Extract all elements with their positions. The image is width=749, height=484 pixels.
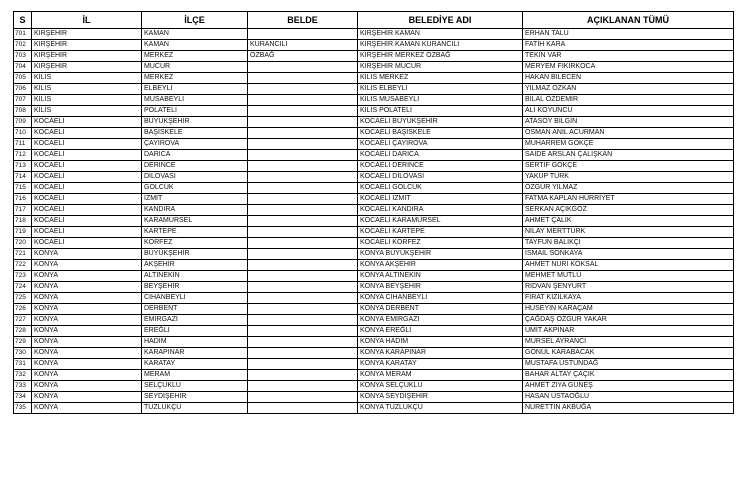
row-number: 723 <box>14 271 32 282</box>
cell-ilce: ALTINEKİN <box>142 271 248 282</box>
cell-il: KONYA <box>32 315 142 326</box>
cell-aday: FATİH KARA <box>523 40 734 51</box>
cell-il: KONYA <box>32 249 142 260</box>
table-row <box>14 183 734 194</box>
cell-aday: SERKAN AÇIKGÖZ <box>523 205 734 216</box>
row-number: 716 <box>14 194 32 205</box>
cell-belediye: KOCAELİ DARICA <box>358 150 523 161</box>
cell-il: KONYA <box>32 326 142 337</box>
row-number: 725 <box>14 293 32 304</box>
cell-il: KOCAELİ <box>32 161 142 172</box>
cell-belediye: KİLİS MERKEZ <box>358 73 523 84</box>
row-number: 714 <box>14 172 32 183</box>
row-number: 705 <box>14 73 32 84</box>
cell-aday: MUSTAFA ÜSTÜNDAĞ <box>523 359 734 370</box>
cell-belediye: KIRŞEHİR KAMAN <box>358 29 523 40</box>
cell-ilce: KAMAN <box>142 40 248 51</box>
cell-aday: MEHMET MUTLU <box>523 271 734 282</box>
cell-belde <box>248 117 358 128</box>
cell-aday: NURETTİN AKBUĞA <box>523 403 734 414</box>
table-row <box>14 73 734 84</box>
table-row <box>14 337 734 348</box>
cell-belediye: KOCAELİ KÖRFEZ <box>358 238 523 249</box>
cell-il: KİLİS <box>32 84 142 95</box>
cell-belediye: KİLİS ELBEYLİ <box>358 84 523 95</box>
cell-belde <box>248 282 358 293</box>
cell-aday: HASAN USTAOĞLU <box>523 392 734 403</box>
cell-ilce: POLATELİ <box>142 106 248 117</box>
cell-belde <box>248 315 358 326</box>
row-number: 704 <box>14 62 32 73</box>
header-belediye-adi: BELEDİYE ADI <box>358 12 523 29</box>
cell-aday: YAKUP TÜRK <box>523 172 734 183</box>
cell-belde <box>248 249 358 260</box>
row-number: 712 <box>14 150 32 161</box>
cell-belediye: KONYA EREĞLİ <box>358 326 523 337</box>
cell-ilce: DERBENT <box>142 304 248 315</box>
table-row <box>14 260 734 271</box>
cell-il: KİLİS <box>32 95 142 106</box>
cell-il: KOCAELİ <box>32 117 142 128</box>
cell-ilce: DARICA <box>142 150 248 161</box>
cell-aday: İSMAİL SONKAYA <box>523 249 734 260</box>
row-number: 702 <box>14 40 32 51</box>
cell-il: KONYA <box>32 260 142 271</box>
cell-il: KIRŞEHİR <box>32 62 142 73</box>
cell-belde <box>248 337 358 348</box>
cell-ilce: KARAMÜRSEL <box>142 216 248 227</box>
cell-ilce: DERİNCE <box>142 161 248 172</box>
cell-aday: ÜMİT AKPINAR <box>523 326 734 337</box>
row-number: 706 <box>14 84 32 95</box>
row-number: 732 <box>14 370 32 381</box>
table-row <box>14 238 734 249</box>
row-number: 729 <box>14 337 32 348</box>
cell-il: KOCAELİ <box>32 139 142 150</box>
candidate-table <box>13 11 734 414</box>
row-number: 720 <box>14 238 32 249</box>
cell-aday: HAKAN BİLECEN <box>523 73 734 84</box>
cell-belde <box>248 238 358 249</box>
row-number: 721 <box>14 249 32 260</box>
cell-belde: KURANCILI <box>248 40 358 51</box>
cell-ilce: BÜYÜKŞEHİR <box>142 117 248 128</box>
cell-aday: RIDVAN ŞENYURT <box>523 282 734 293</box>
cell-ilce: GÖLCÜK <box>142 183 248 194</box>
cell-belde <box>248 84 358 95</box>
cell-ilce: BAŞİSKELE <box>142 128 248 139</box>
table-row <box>14 249 734 260</box>
cell-ilce: SEYDİŞEHİR <box>142 392 248 403</box>
row-number: 727 <box>14 315 32 326</box>
cell-ilce: HADİM <box>142 337 248 348</box>
table-row <box>14 359 734 370</box>
cell-belde <box>248 194 358 205</box>
row-number: 726 <box>14 304 32 315</box>
cell-belde <box>248 128 358 139</box>
table-row <box>14 150 734 161</box>
header-row <box>14 12 734 29</box>
cell-belediye: KOCAELİ KARAMÜRSEL <box>358 216 523 227</box>
cell-belde <box>248 29 358 40</box>
cell-belediye: KIRŞEHİR MERKEZ ÖZBAĞ <box>358 51 523 62</box>
cell-ilce: KARATAY <box>142 359 248 370</box>
cell-belde <box>248 150 358 161</box>
cell-belde <box>248 62 358 73</box>
row-number: 707 <box>14 95 32 106</box>
cell-il: KOCAELİ <box>32 216 142 227</box>
cell-aday: BAHAR ALTAY ÇAÇIK <box>523 370 734 381</box>
table-row <box>14 205 734 216</box>
row-number: 734 <box>14 392 32 403</box>
table-row <box>14 403 734 414</box>
cell-belde <box>248 172 358 183</box>
cell-aday: NİLAY MERTTÜRK <box>523 227 734 238</box>
cell-belde <box>248 381 358 392</box>
row-number: 709 <box>14 117 32 128</box>
cell-ilce: MERAM <box>142 370 248 381</box>
cell-il: KONYA <box>32 392 142 403</box>
cell-belediye: KIRŞEHİR MUCUR <box>358 62 523 73</box>
cell-belediye: KONYA EMİRGAZİ <box>358 315 523 326</box>
cell-aday: ÇAĞDAŞ ÖZGÜR YAKAR <box>523 315 734 326</box>
table-row <box>14 293 734 304</box>
cell-ilce: CİHANBEYLİ <box>142 293 248 304</box>
cell-belediye: KİLİS MUSABEYLİ <box>358 95 523 106</box>
cell-aday: YILMAZ ÖZKAN <box>523 84 734 95</box>
cell-ilce: AKŞEHİR <box>142 260 248 271</box>
table-row <box>14 117 734 128</box>
cell-ilce: KARAPINAR <box>142 348 248 359</box>
table-row <box>14 304 734 315</box>
cell-aday: HÜSEYİN KARAÇAM <box>523 304 734 315</box>
cell-il: KOCAELİ <box>32 183 142 194</box>
row-number: 708 <box>14 106 32 117</box>
cell-il: KONYA <box>32 337 142 348</box>
header-ilce: İLÇE <box>142 12 248 29</box>
cell-belde <box>248 139 358 150</box>
cell-belde <box>248 359 358 370</box>
table-body <box>14 29 734 414</box>
cell-belediye: KİLİS POLATELİ <box>358 106 523 117</box>
row-number: 733 <box>14 381 32 392</box>
row-number: 722 <box>14 260 32 271</box>
cell-il: KOCAELİ <box>32 205 142 216</box>
cell-ilce: KAMAN <box>142 29 248 40</box>
cell-belediye: KONYA BEYŞEHİR <box>358 282 523 293</box>
cell-aday: SAİDE ARSLAN ÇALIŞKAN <box>523 150 734 161</box>
cell-belediye: KONYA HADİM <box>358 337 523 348</box>
cell-aday: TEKİN VAR <box>523 51 734 62</box>
cell-aday: BİLAL ÖZDEMİR <box>523 95 734 106</box>
cell-belde <box>248 95 358 106</box>
cell-il: KOCAELİ <box>32 172 142 183</box>
row-number: 731 <box>14 359 32 370</box>
table-row <box>14 271 734 282</box>
cell-belediye: KOCAELİ BAŞİSKELE <box>358 128 523 139</box>
cell-il: KONYA <box>32 282 142 293</box>
cell-belediye: KOCAELİ ÇAYIROVA <box>358 139 523 150</box>
cell-aday: AHMET ZİYA GÜNEŞ <box>523 381 734 392</box>
cell-belde <box>248 106 358 117</box>
cell-il: KOCAELİ <box>32 238 142 249</box>
row-number: 710 <box>14 128 32 139</box>
cell-belediye: KONYA KARAPINAR <box>358 348 523 359</box>
cell-ilce: MERKEZ <box>142 73 248 84</box>
cell-aday: ALİ KOYUNCU <box>523 106 734 117</box>
table-row <box>14 392 734 403</box>
cell-belediye: KONYA SELÇUKLU <box>358 381 523 392</box>
cell-aday: TAYFUN BALIKÇI <box>523 238 734 249</box>
header-aciklanan: AÇIKLANAN TÜMÜ <box>523 12 734 29</box>
cell-aday: ATASOY BİLGİN <box>523 117 734 128</box>
cell-belde <box>248 260 358 271</box>
cell-aday: FATMA KAPLAN HÜRRİYET <box>523 194 734 205</box>
row-number: 701 <box>14 29 32 40</box>
cell-belde <box>248 73 358 84</box>
cell-il: KONYA <box>32 359 142 370</box>
cell-belediye: KONYA DERBENT <box>358 304 523 315</box>
cell-aday: MUHARREM GÖKÇE <box>523 139 734 150</box>
cell-belde <box>248 293 358 304</box>
cell-il: KONYA <box>32 304 142 315</box>
cell-ilce: MUCUR <box>142 62 248 73</box>
cell-aday: ERHAN TALU <box>523 29 734 40</box>
cell-belediye: KONYA KARATAY <box>358 359 523 370</box>
cell-belediye: KOCAELİ DİLOVASI <box>358 172 523 183</box>
row-number: 724 <box>14 282 32 293</box>
cell-aday: AHMET ÇALIK <box>523 216 734 227</box>
row-number: 715 <box>14 183 32 194</box>
cell-ilce: ELBEYLİ <box>142 84 248 95</box>
cell-belde <box>248 183 358 194</box>
cell-ilce: TUZLUKÇU <box>142 403 248 414</box>
cell-belediye: KONYA AKŞEHİR <box>358 260 523 271</box>
row-number: 735 <box>14 403 32 414</box>
cell-belediye: KONYA CİHANBEYLİ <box>358 293 523 304</box>
row-number: 730 <box>14 348 32 359</box>
cell-belediye: KONYA TUZLUKÇU <box>358 403 523 414</box>
row-number: 711 <box>14 139 32 150</box>
cell-il: KONYA <box>32 370 142 381</box>
table-row <box>14 161 734 172</box>
header-il: İL <box>32 12 142 29</box>
cell-ilce: KANDIRA <box>142 205 248 216</box>
cell-il: KOCAELİ <box>32 194 142 205</box>
cell-ilce: ÇAYIROVA <box>142 139 248 150</box>
cell-il: KONYA <box>32 293 142 304</box>
cell-belde <box>248 370 358 381</box>
table-row <box>14 326 734 337</box>
cell-ilce: KÖRFEZ <box>142 238 248 249</box>
cell-il: KIRŞEHİR <box>32 40 142 51</box>
cell-belediye: KOCAELİ KARTEPE <box>358 227 523 238</box>
cell-aday: AHMET NURİ KÖKSAL <box>523 260 734 271</box>
cell-il: KONYA <box>32 271 142 282</box>
cell-ilce: DİLOVASI <box>142 172 248 183</box>
table-row <box>14 282 734 293</box>
cell-ilce: EMİRGAZİ <box>142 315 248 326</box>
cell-aday: ÖZGÜR YILMAZ <box>523 183 734 194</box>
cell-il: KONYA <box>32 403 142 414</box>
cell-il: KOCAELİ <box>32 227 142 238</box>
cell-belediye: KONYA SEYDİŞEHİR <box>358 392 523 403</box>
cell-belde <box>248 227 358 238</box>
table-row <box>14 51 734 62</box>
cell-belde: ÖZBAĞ <box>248 51 358 62</box>
row-number: 717 <box>14 205 32 216</box>
cell-ilce: EREĞLİ <box>142 326 248 337</box>
cell-aday: MERYEM FIKIRKOCA <box>523 62 734 73</box>
row-number: 718 <box>14 216 32 227</box>
cell-il: KİLİS <box>32 73 142 84</box>
table-row <box>14 84 734 95</box>
cell-belediye: KOCAELİ KANDIRA <box>358 205 523 216</box>
table-row <box>14 216 734 227</box>
cell-belde <box>248 326 358 337</box>
row-number: 703 <box>14 51 32 62</box>
cell-belediye: KONYA BÜYÜKŞEHİR <box>358 249 523 260</box>
table-row <box>14 139 734 150</box>
table-row <box>14 348 734 359</box>
cell-belde <box>248 403 358 414</box>
table-row <box>14 95 734 106</box>
cell-ilce: KARTEPE <box>142 227 248 238</box>
table-row <box>14 29 734 40</box>
cell-il: KIRŞEHİR <box>32 51 142 62</box>
cell-ilce: BEYŞEHİR <box>142 282 248 293</box>
cell-aday: OSMAN ANIL ACURMAN <box>523 128 734 139</box>
table-row <box>14 62 734 73</box>
cell-belde <box>248 304 358 315</box>
cell-ilce: MUSABEYLİ <box>142 95 248 106</box>
cell-belde <box>248 216 358 227</box>
cell-belde <box>248 161 358 172</box>
table-row <box>14 128 734 139</box>
cell-il: KİLİS <box>32 106 142 117</box>
table-row <box>14 172 734 183</box>
cell-belediye: KIRŞEHİR KAMAN KURANCILI <box>358 40 523 51</box>
table-row <box>14 106 734 117</box>
cell-il: KONYA <box>32 381 142 392</box>
cell-belediye: KOCAELİ GÖLCÜK <box>358 183 523 194</box>
table-row <box>14 40 734 51</box>
header-s: S <box>14 12 32 29</box>
row-number: 713 <box>14 161 32 172</box>
cell-ilce: MERKEZ <box>142 51 248 62</box>
row-number: 728 <box>14 326 32 337</box>
cell-aday: MURSEL AYRANCI <box>523 337 734 348</box>
cell-il: KONYA <box>32 348 142 359</box>
candidate-table-container <box>13 11 733 414</box>
cell-belediye: KOCAELİ DERİNCE <box>358 161 523 172</box>
cell-aday: FIRAT KIZILKAYA <box>523 293 734 304</box>
table-row <box>14 315 734 326</box>
table-row <box>14 227 734 238</box>
table-row <box>14 194 734 205</box>
cell-belediye: KOCAELİ BÜYÜKŞEHİR <box>358 117 523 128</box>
table-row <box>14 370 734 381</box>
table-row <box>14 381 734 392</box>
cell-belediye: KOCAELİ İZMİT <box>358 194 523 205</box>
row-number: 719 <box>14 227 32 238</box>
cell-il: KOCAELİ <box>32 150 142 161</box>
cell-belediye: KONYA ALTINEKİN <box>358 271 523 282</box>
cell-belde <box>248 392 358 403</box>
cell-aday: GÖNÜL KARABACAK <box>523 348 734 359</box>
cell-il: KIRŞEHİR <box>32 29 142 40</box>
cell-belediye: KONYA MERAM <box>358 370 523 381</box>
cell-ilce: SELÇUKLU <box>142 381 248 392</box>
cell-belde <box>248 205 358 216</box>
cell-belde <box>248 271 358 282</box>
cell-ilce: İZMİT <box>142 194 248 205</box>
cell-belde <box>248 348 358 359</box>
cell-ilce: BÜYÜKŞEHİR <box>142 249 248 260</box>
header-belde: BELDE <box>248 12 358 29</box>
cell-il: KOCAELİ <box>32 128 142 139</box>
cell-aday: SERTİF GÖKÇE <box>523 161 734 172</box>
